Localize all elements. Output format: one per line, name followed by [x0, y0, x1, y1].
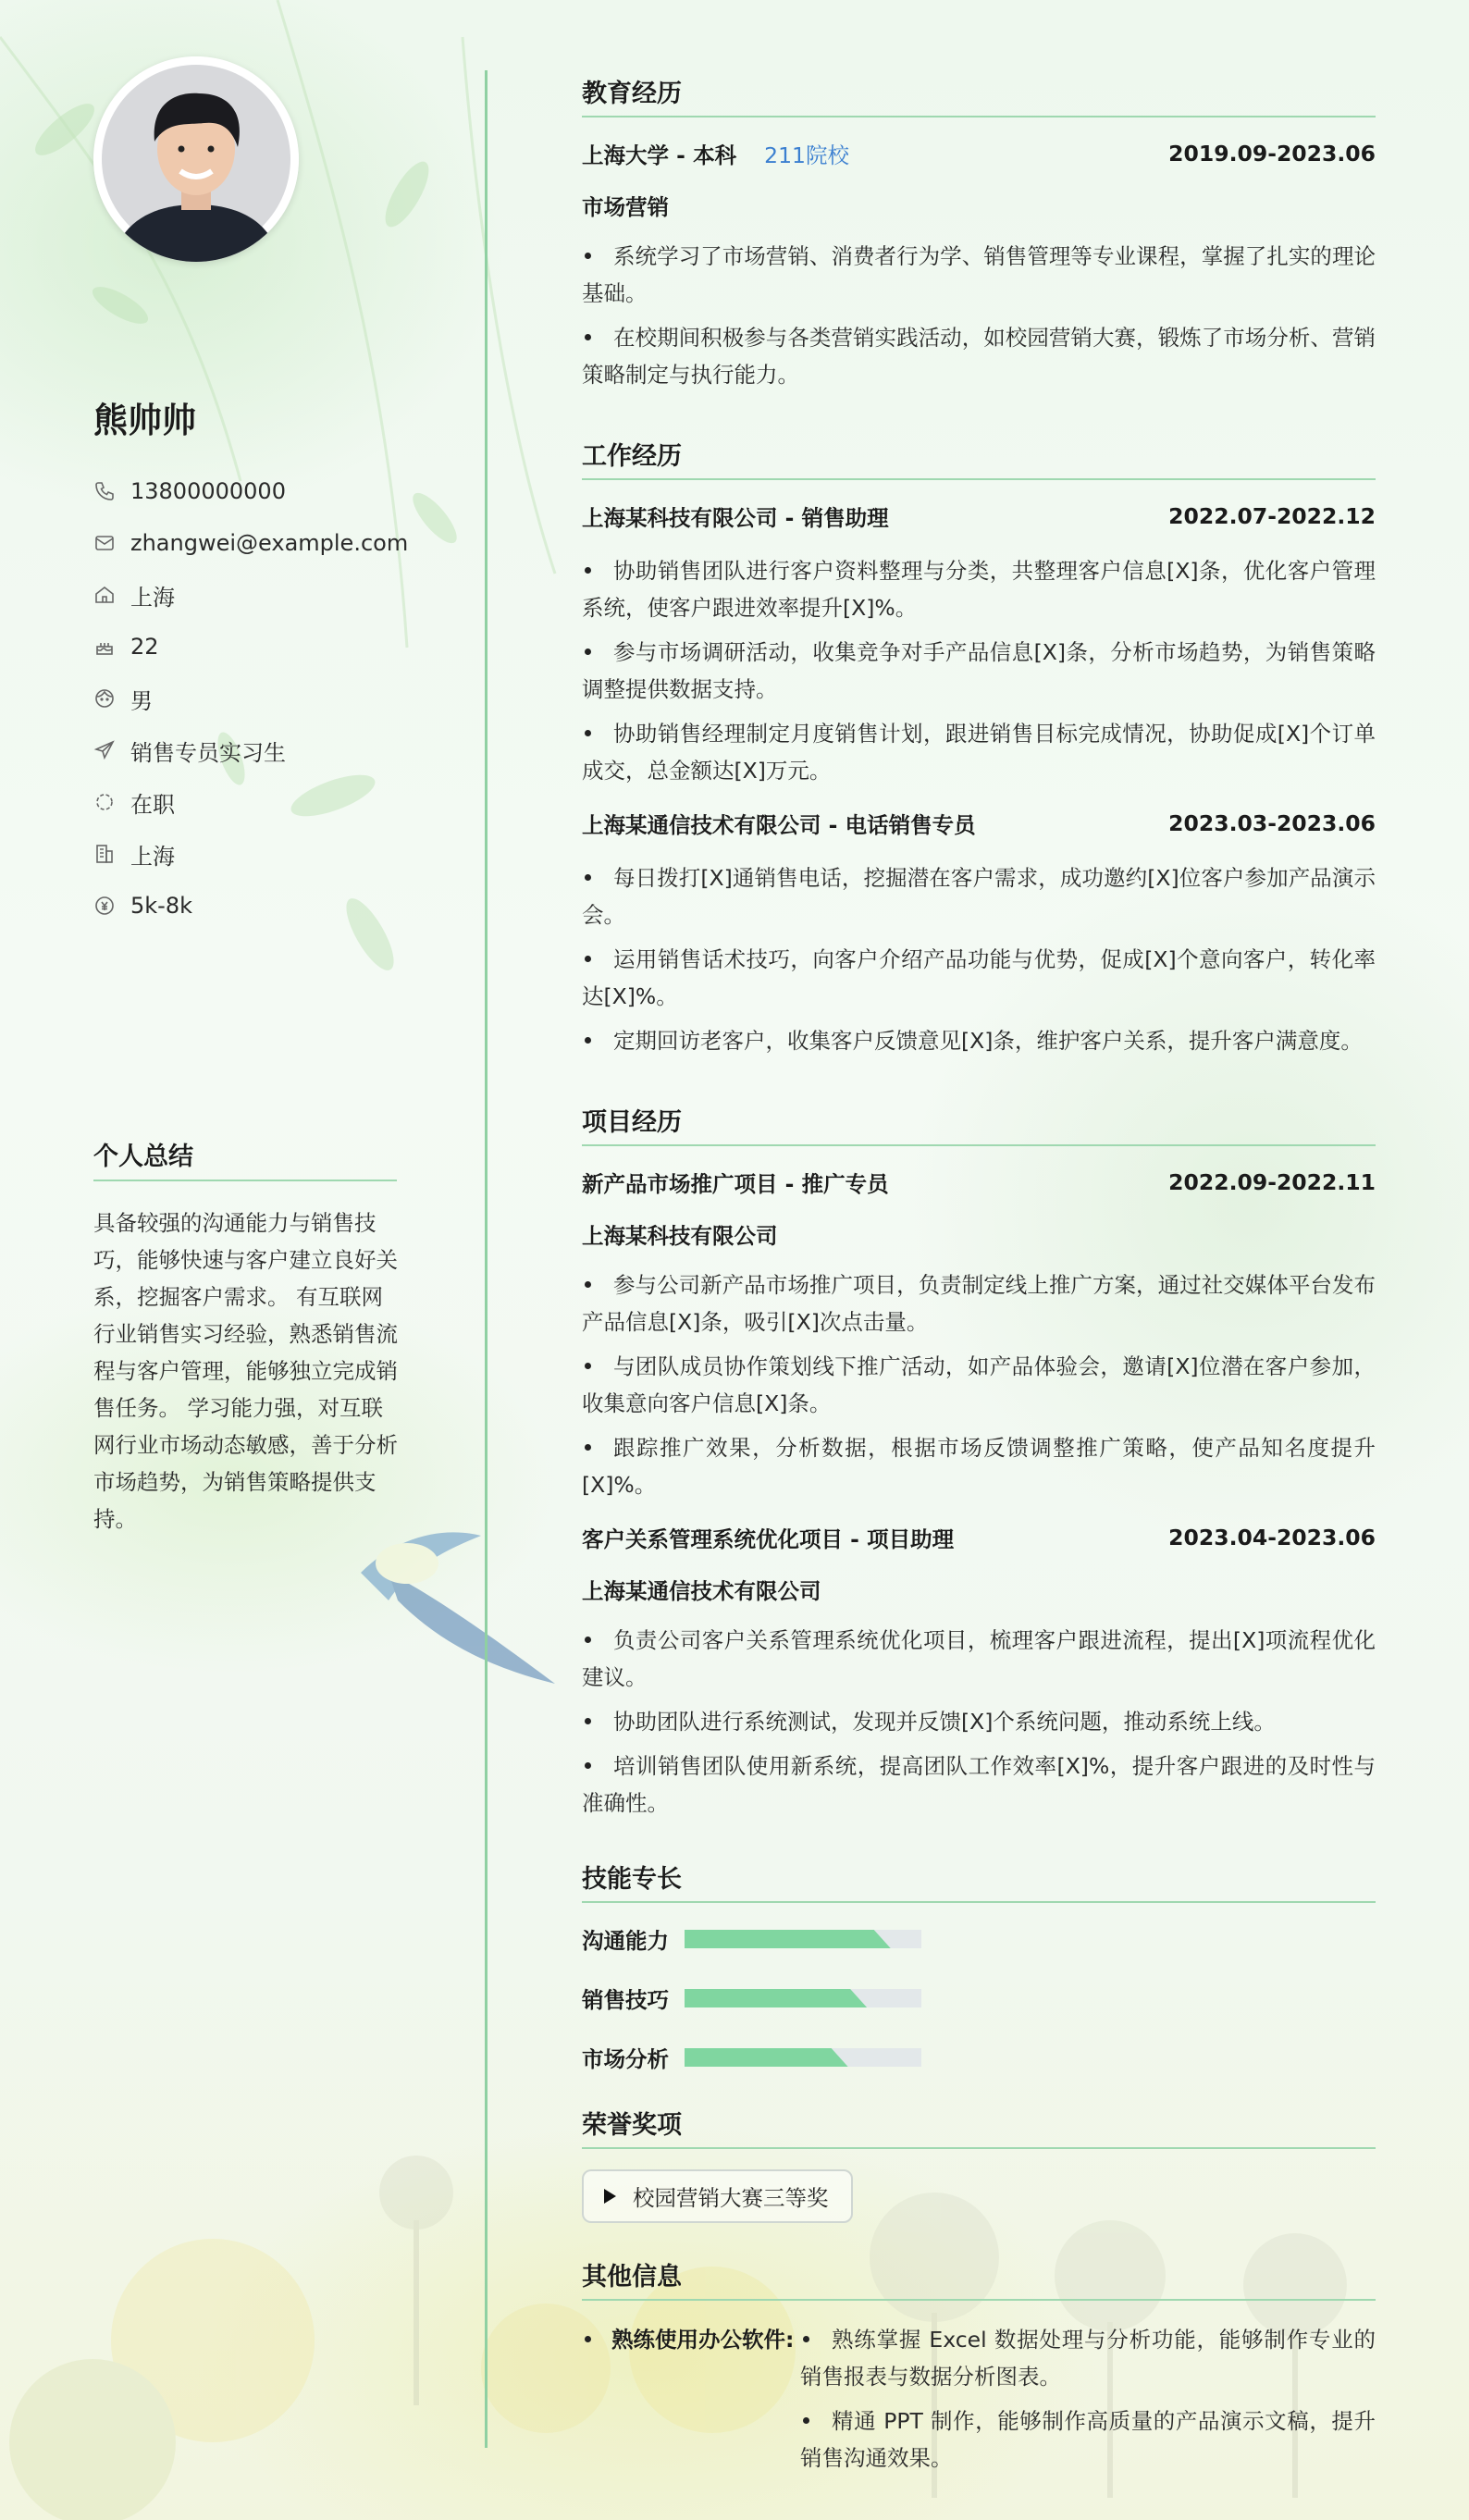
divider-line [485, 70, 488, 2448]
skill-bar-fill [685, 1930, 891, 1948]
section-title: 项目经历 [582, 1102, 1376, 1146]
send-icon [93, 739, 116, 761]
job-bullets [582, 859, 1376, 1059]
status-icon [93, 791, 116, 813]
section-title: 教育经历 [582, 73, 1376, 117]
list-item: 负责公司客户关系管理系统优化项目，梳理客户跟进流程，提出[X]项流程优化建议。 [582, 1622, 1376, 1696]
skill-item [582, 1983, 991, 2014]
info-email [93, 517, 408, 569]
salary-icon [93, 895, 116, 917]
skill-name: 销售技巧 [582, 1987, 669, 2013]
info-gender [93, 673, 408, 724]
summary-title: 个人总结 [93, 1136, 397, 1181]
job-header [582, 808, 1376, 839]
section-title: 荣誉奖项 [582, 2105, 1376, 2149]
project-header [582, 1522, 1376, 1553]
info-text: 5k-8k [130, 893, 192, 919]
info-city [93, 569, 408, 621]
skill-bar-fill [685, 2048, 848, 2067]
awards-section [582, 2105, 1376, 2256]
job-entry [582, 808, 1376, 1059]
job-date: 2023.03-2023.06 [1168, 810, 1376, 836]
project-header [582, 1167, 1376, 1198]
skill-name: 沟通能力 [582, 1928, 669, 1954]
list-item: 在校期间积极参与各类营销实践活动，如校园营销大赛，锻炼了市场分析、营销策略制定与执行能力。 [582, 319, 1376, 393]
info-salary [93, 880, 408, 932]
education-date: 2019.09-2023.06 [1168, 141, 1376, 167]
project-company: 上海某科技有限公司 [582, 1223, 778, 1249]
list-item: 精通 PPT 制作，能够制作高质量的产品演示文稿，提升销售沟通效果。 [800, 2403, 1376, 2477]
project-company: 上海某通信技术有限公司 [582, 1578, 821, 1604]
list-item: 运用销售话术技巧，向客户介绍产品功能与优势，促成[X]个意向客户，转化率达[X]%。 [582, 941, 1376, 1015]
list-item: 系统学习了市场营销、消费者行为学、销售管理等专业课程，掌握了扎实的理论基础。 [582, 238, 1376, 312]
job-heading: 上海某科技有限公司 - 销售助理 [582, 505, 889, 531]
cake-icon [93, 636, 116, 658]
section-title: 其他信息 [582, 2256, 1376, 2301]
building-icon [93, 843, 116, 865]
info-text: 销售专员实习生 [130, 739, 286, 766]
project-bullets [582, 1622, 1376, 1822]
info-position [93, 724, 408, 776]
skill-name: 市场分析 [582, 2046, 669, 2072]
list-item: 与团队成员协作策划线下推广活动，如产品体验会，邀请[X]位潜在客户参加，收集意向客户信息[X]条。 [582, 1348, 1376, 1422]
job-heading: 上海某通信技术有限公司 - 电话销售专员 [582, 812, 976, 838]
skill-bar [685, 1989, 921, 2007]
home-icon [93, 584, 116, 606]
info-text: zhangwei@example.com [130, 530, 409, 556]
project-bullets [582, 1266, 1376, 1503]
list-item: 每日拨打[X]通销售电话，挖掘潜在客户需求，成功邀约[X]位客户参加产品演示会。 [582, 859, 1376, 933]
education-section [582, 73, 1376, 393]
projects-section [582, 1102, 1376, 1822]
info-text: 13800000000 [130, 478, 286, 504]
summary-text: 具备较强的沟通能力与销售技巧，能够快速与客户建立良好关系，挖掘客户需求。 有互联网行业销售实习经验，熟悉销售流程与客户管理，能够独立完成销售任务。 学习能力强，对互联网行业市场动态敏感，善于分析市场趋势，为销售策略提供支持。 [93, 1210, 398, 1532]
info-age [93, 621, 408, 673]
list-item: 参与市场调研活动，收集竞争对手产品信息[X]条，分析市场趋势，为销售策略调整提供数据支持。 [582, 634, 1376, 708]
project-heading: 客户关系管理系统优化项目 - 项目助理 [582, 1526, 955, 1552]
list-item: 协助团队进行系统测试，发现并反馈[X]个系统问题，推动系统上线。 [582, 1703, 1376, 1740]
school-name: 上海大学 - 本科 [582, 142, 737, 168]
list-item: 定期回访老客户，收集客户反馈意见[X]条，维护客户关系，提升客户满意度。 [582, 1022, 1376, 1059]
phone-icon [93, 480, 116, 502]
award-item[interactable] [582, 2169, 853, 2223]
list-item: 熟练掌握 Excel 数据处理与分析功能，能够制作专业的销售报表与数据分析图表。 [800, 2321, 1376, 2395]
avatar [93, 56, 299, 262]
education-header [582, 138, 1376, 169]
info-text: 上海 [130, 584, 175, 611]
job-header [582, 500, 1376, 532]
project-date: 2023.04-2023.06 [1168, 1525, 1376, 1550]
skills-section [582, 1859, 1376, 2073]
other-info [582, 2321, 1376, 2484]
skill-item [582, 2042, 991, 2073]
section-title: 技能专长 [582, 1859, 1376, 1903]
other-bullets [800, 2321, 1376, 2484]
list-item: 跟踪推广效果，分析数据，根据市场反馈调整推广策略，使产品知名度提升[X]%。 [582, 1429, 1376, 1503]
major: 市场营销 [582, 194, 669, 220]
info-text: 在职 [130, 791, 175, 818]
other-label: 熟练使用办公软件: [582, 2321, 800, 2484]
project-entry [582, 1167, 1376, 1503]
swallow-bird [361, 1532, 555, 1684]
info-phone [93, 465, 408, 517]
face-icon [93, 687, 116, 710]
skill-bar-fill [685, 1989, 867, 2007]
skill-item [582, 1923, 991, 1955]
award-label: 校园营销大赛三等奖 [633, 2185, 829, 2211]
job-date: 2022.07-2022.12 [1168, 503, 1376, 529]
info-text: 男 [130, 687, 153, 714]
info-work-city [93, 828, 408, 880]
job-bullets [582, 552, 1376, 789]
education-bullets [582, 238, 1376, 393]
job-entry [582, 500, 1376, 789]
section-title: 工作经历 [582, 436, 1376, 480]
contact-info-list [93, 465, 408, 932]
list-item: 协助销售团队进行客户资料整理与分类，共整理客户信息[X]条，优化客户管理系统，使客户跟进效率提升[X]%。 [582, 552, 1376, 626]
skill-bar [685, 2048, 921, 2067]
other-section [582, 2256, 1376, 2484]
info-text: 22 [130, 634, 159, 660]
info-text: 上海 [130, 843, 175, 870]
project-date: 2022.09-2022.11 [1168, 1169, 1376, 1195]
main-content [582, 73, 1376, 2484]
skills-list [582, 1923, 1376, 2073]
mail-icon [93, 532, 116, 554]
list-item: 培训销售团队使用新系统，提高团队工作效率[X]%，提升客户跟进的及时性与准确性。 [582, 1748, 1376, 1822]
triangle-right-icon [604, 2189, 616, 2204]
project-entry [582, 1522, 1376, 1822]
school-tag: 211院校 [764, 142, 849, 168]
project-heading: 新产品市场推广项目 - 推广专员 [582, 1171, 889, 1197]
list-item: 参与公司新产品市场推广项目，负责制定线上推广方案，通过社交媒体平台发布产品信息[X]条，吸引[X]次点击量。 [582, 1266, 1376, 1340]
work-section [582, 436, 1376, 1059]
candidate-name: 熊帅帅 [93, 401, 196, 440]
skill-bar [685, 1930, 921, 1948]
info-status [93, 776, 408, 828]
list-item: 协助销售经理制定月度销售计划，跟进销售目标完成情况，协助促成[X]个订单成交，总金额达[X]万元。 [582, 715, 1376, 789]
